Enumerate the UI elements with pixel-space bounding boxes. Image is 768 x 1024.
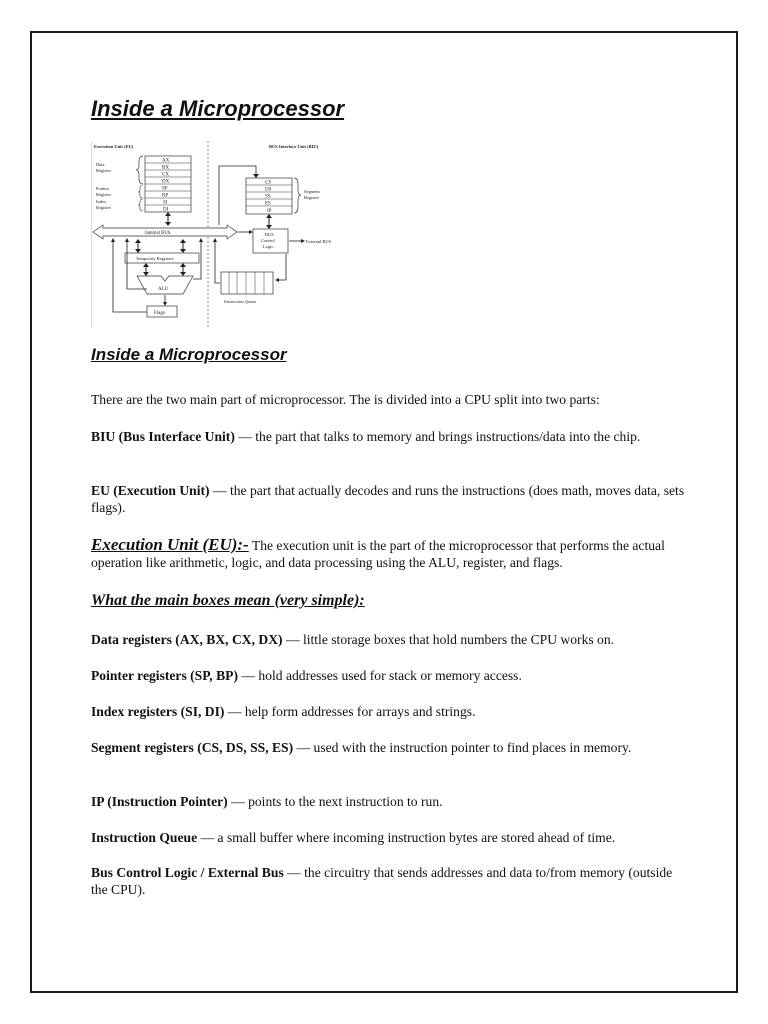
index-register-label-2: Register [96, 205, 111, 210]
definition-item [91, 829, 691, 846]
definition-text: — the circuitry that sends addresses and data to/from memory (outside the CPU). [91, 865, 673, 897]
definition-term: Data registers (AX, BX, CX, DX) [91, 632, 283, 647]
biu-label: BUS Interface Unit (BIU) [269, 144, 319, 149]
definition-text: — a small buffer where incoming instruction bytes are stored ahead of time. [197, 830, 616, 845]
eu-register-stack [145, 156, 191, 213]
definition-term: Bus Control Logic / External Bus [91, 865, 284, 880]
section-subtitle: Inside a Microprocessor [91, 345, 287, 364]
reg-ds: DS [265, 187, 272, 193]
definition-item [91, 631, 691, 648]
definition-text: — little storage boxes that hold numbers the CPU works on. [282, 632, 615, 647]
reg-cx: CX [162, 172, 169, 178]
internal-bus-label: Internal BUS [145, 231, 171, 236]
definition-item [91, 703, 691, 720]
eu-text: — the part that actually decodes and runs the instructions (does math, moves data, sets flags). [91, 483, 685, 515]
bus-control-logic [253, 229, 288, 253]
definition-term: Segment registers (CS, DS, SS, ES) [91, 740, 294, 755]
definition-term: Pointer registers (SP, BP) [91, 668, 238, 683]
page-title: Inside a Microprocessor [91, 96, 345, 121]
boxes-heading: What the main boxes mean (very simple): [91, 592, 365, 609]
eu-term: EU (Execution Unit) [91, 483, 210, 498]
reg-ss: SS [265, 194, 271, 200]
eu-definition [91, 482, 691, 516]
alu [137, 276, 193, 294]
internal-bus [93, 225, 237, 239]
reg-dx: DX [162, 179, 170, 185]
definition-item [91, 739, 691, 756]
segment-register-stack [246, 178, 292, 214]
eu-label: Execution Unit (EU) [94, 144, 134, 149]
definition-term: IP (Instruction Pointer) [91, 794, 228, 809]
biu-definition [91, 428, 691, 445]
reg-ax: AX [162, 158, 170, 164]
pointer-register-label: Pointer [96, 186, 109, 191]
reg-bp: BP [162, 193, 169, 199]
alu-label: ALU [158, 287, 169, 292]
index-register-label: Index [96, 199, 107, 204]
definition-item [91, 793, 691, 810]
microprocessor-diagram [91, 139, 343, 328]
eu-section-paragraph [91, 536, 691, 571]
eu-section-heading: Execution Unit (EU):- [91, 535, 249, 554]
reg-si: SI [163, 200, 168, 206]
flags-label: Flags [154, 311, 165, 316]
definition-item [91, 667, 691, 684]
diagram-svg [91, 139, 343, 328]
reg-cs: CS [265, 180, 272, 186]
definition-term: Index registers (SI, DI) [91, 704, 225, 719]
temporary-registers [125, 253, 199, 263]
data-register-label-2: Register [96, 168, 111, 173]
reg-sp: SP [162, 186, 168, 192]
bus-control-line-1: BUS [265, 232, 274, 237]
bus-control-line-2: Control [261, 238, 275, 243]
definition-text: — used with the instruction pointer to find places in memory. [293, 740, 632, 755]
instruction-queue [221, 272, 273, 304]
segment-register-label-2: Register [304, 195, 319, 200]
definition-term: Instruction Queue [91, 830, 198, 845]
bus-control-line-3: Logic [263, 244, 274, 249]
definition-text: — help form addresses for arrays and strings. [224, 704, 476, 719]
flags-register [147, 306, 177, 317]
definition-text: — points to the next instruction to run. [227, 794, 443, 809]
definition-item [91, 864, 691, 898]
reg-bx: BX [162, 165, 169, 171]
definition-text: — hold addresses used for stack or memory access. [238, 668, 522, 683]
segment-register-label: Segment [304, 189, 320, 194]
temp-registers-label: Temporary Registers [136, 256, 174, 261]
reg-es: ES [265, 201, 271, 207]
eu-section-text: The execution unit is the part of the microprocessor that performs the actual operation like arithmetic, logic, and data processing using the ALU, register, and flags. [91, 538, 665, 570]
data-register-label: Data [96, 162, 105, 167]
external-bus-label: External BUS [306, 239, 332, 244]
biu-term: BIU (Bus Interface Unit) [91, 429, 235, 444]
reg-ip: IP [267, 209, 272, 214]
reg-di: DI [163, 207, 169, 213]
pointer-register-label-2: Register [96, 192, 111, 197]
biu-text: — the part that talks to memory and brings instructions/data into the chip. [234, 429, 641, 444]
instruction-queue-label: Instruction Queue [224, 299, 257, 304]
intro-paragraph: There are the two main part of microprocessor. The is divided into a CPU split into two parts: [91, 392, 600, 407]
